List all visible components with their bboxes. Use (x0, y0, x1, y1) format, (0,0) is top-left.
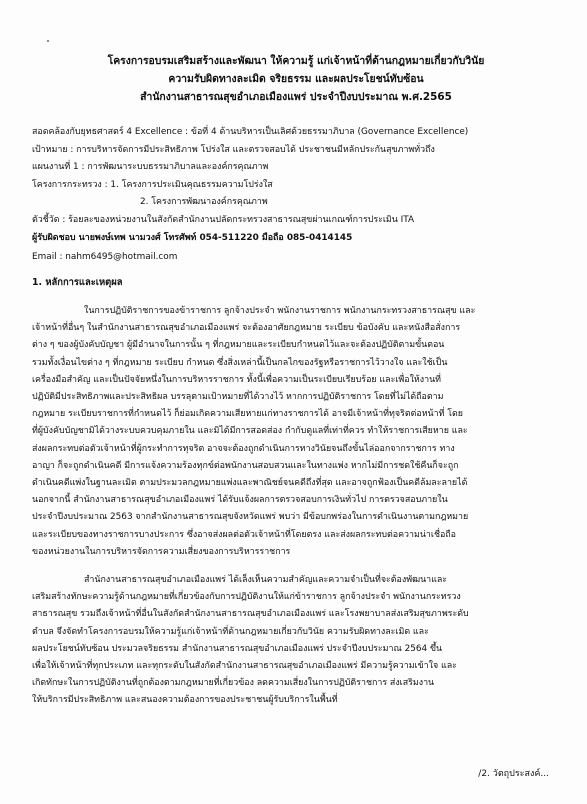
paragraph-1-line: เครื่องมือสำคัญ และเป็นปัจจัยหนึ่งในการบริหารราชการ ทั้งนี้เพื่อความเป็นระเบียบเรียบร้อย และเพื่อให้งานที่ (32, 374, 441, 385)
paragraph-2-line: เสริมสร้างทักษะความรู้ด้านกฎหมายที่เกี่ยวข้องกับการปฏิบัติงานให้แก่ข้าราชการ ลูกจ้างประจำ พนักงานกระทรวง (32, 592, 461, 603)
ministry-project-2-line: 2. โครงการพัฒนาองค์กรคุณภาพ (140, 197, 268, 208)
paragraph-1-line: อาญา ก็จะถูกดำเนินคดี มีการแจ้งความร้องทุกข์ต่อพนักงานสอบสวนและในทางแพ่ง หากไม่มีการชดใช้คืนก็จะถูก (32, 460, 459, 471)
project-metadata (32, 124, 562, 267)
paragraph-1-line: ประจำปีงบประมาณ 2563 จากสำนักงานสาธารณสุขจังหวัดแพร่ พบว่า มีข้อบกพร่องในการดำเนินงานตามกฎหมาย (32, 512, 469, 523)
paragraph-1-line: ส่งผลกระทบต่อตัวเจ้าหน้าที่ผู้กระทำการทุจริต อาจจะต้องถูกดำเนินการทางวินัยจนถึงขั้นไล่ออกจากราชการ ทาง (32, 443, 455, 454)
plan-line: แผนงานที่ 1 : การพัฒนาระบบธรรมาภิบาลและองค์กรคุณภาพ (32, 162, 269, 173)
title-line-2: ความรับผิดทางละเมิด จริยธรรม และผลประโยชน์ทับซ้อน (168, 73, 424, 85)
paragraph-1-line: ในการปฏิบัติราชการของข้าราชการ ลูกจ้างประจำ พนักงานราชการ พนักงานกระทรวงสาธารณสุข และ (84, 306, 476, 316)
title-line-1: โครงการอบรมเสริมสร้างและพัฒนา ให้ความรู้ แก่เจ้าหน้าที่ด้านกฎหมายเกี่ยวกับวินัย (107, 55, 485, 67)
paragraph-1-line: ดำเนินคดีแพ่งในฐานละเมิด ตามประมวลกฎหมายแพ่งและพาณิชย์จนคดีถึงที่สุด และอาจถูกฟ้องเป็นคดีล้มละลายได้ (32, 478, 468, 489)
paragraph-2-line: ตำบล จึงจัดทำโครงการอบรมให้ความรู้แก่เจ้าหน้าที่ด้านกฎหมายเกี่ยวกับวินัย ความรับผิดทางละเมิด และ (32, 626, 429, 637)
paragraph-1-line: นอกจากนี้ สำนักงานสาธารณสุขอำเภอเมืองแพร่ ได้รับแจ้งผลการตรวจสอบการเงินทั่วไป การตรวจสอบภายใน (32, 495, 448, 506)
paragraph-2-line: เพื่อให้เจ้าหน้าที่ทุกประเภท และทุกระดับในสังกัดสำนักงานสาธารณสุขอำเภอเมืองแพร่ มีความรู้ความเข้าใจ และ (32, 661, 457, 672)
paragraph-1-line: กฎหมาย ระเบียบราชการที่กำหนดไว้ ก็ย่อมเกิดความเสียหายแก่ทางราชการได้ อาจมีเจ้าหน้าที่ทุจริตต่อหน้าที่ โดย (32, 409, 464, 420)
paragraph-1-line: ที่ผู้บังคับบัญชามิได้วางระบบควบคุมภายใน และมิได้มีการสอดส่อง กำกับดูแลที่เท่าที่ควร ทำให้ราชการเสียหาย และ (32, 426, 468, 437)
paragraph-1-line: ปฏิบัติมีประสิทธิภาพและประสิทธิผล บรรลุตามเป้าหมายที่ได้วางไว้ หากการปฏิบัติราชการ โดยที่ไม่ได้ถือตาม (32, 392, 444, 403)
paragraph-2-line: สาธารณสุข รวมถึงเจ้าหน้าที่อื่นในสังกัดสำนักงานสาธารณสุขอำเภอเมืองแพร่ และโรงพยาบาลส่งเสริมสุขภาพระดับ (32, 609, 469, 620)
paragraph-2-line: เกิดทักษะในการปฏิบัติงานที่ถูกต้องตามกฎหมายที่เกี่ยวข้อง ลดความเสี่ยงในการปฏิบัติราชการ ส่งเสริมงาน (32, 678, 435, 689)
document-title (40, 52, 552, 106)
email-line: Email : nahm6495@hotmail.com (32, 252, 178, 263)
target-line: เป้าหมาย : การบริหารจัดการมีประสิทธิภาพ โปร่งใส และตรวจสอบได้ ประชาชนมีหลักประกันสุขภาพทั่วถึง (32, 144, 435, 155)
paragraph-1-line: เจ้าหน้าที่อื่นๆ ในสำนักงานสาธารณสุขอำเภอเมืองแพร่ จะต้องอาศัยกฎหมาย ระเบียบ ข้อบังคับ และหนังสือสั่งการ (32, 323, 461, 334)
section-principles (32, 276, 562, 710)
title-line-3: สำนักงานสาธารณสุขอำเภอเมืองแพร่ ประจำปีงบประมาณ พ.ศ.2565 (140, 91, 452, 103)
responsible-line: ผู้รับผิดชอบ นายพงษ์เทพ นามวงศ์ โทรศัพท์ 054-511220 มือถือ 085-0414145 (32, 232, 353, 243)
ministry-projects-line: โครงการกระทรวง : 1. โครงการประเมินคุณธรรมความโปร่งใส (32, 179, 273, 190)
continuation-note: /2. วัตถุประสงค์... (478, 769, 549, 779)
paragraph-1 (32, 303, 562, 561)
strategy-line: สอดคล้องกับยุทธศาสตร์ 4 Excellence : ข้อที่ 4 ด้านบริหารเป็นเลิศด้วยธรรมาภิบาล (Governance Excellence) (32, 127, 469, 137)
section-heading: 1. หลักการและเหตุผล (32, 277, 123, 288)
paragraph-1-line: ต่าง ๆ ของผู้บังคับบัญชา ผู้มีอำนาจในการนั้น ๆ ที่กฎหมายและระเบียบกำหนดไว้และจะต้องปฏิบัติตามขั้นตอน (32, 340, 445, 351)
paragraph-2 (32, 572, 562, 710)
scan-speck (47, 40, 49, 42)
paragraph-1-line: รวมทั้งเงื่อนไขต่าง ๆ ที่กฎหมาย ระเบียบ กำหนด ซึ่งสิ่งเหล่านี้เป็นกลไกของรัฐหรือราชการไว้วางใจ และใช้เป็น (32, 357, 448, 368)
paragraph-1-line: ของหน่วยงานในการบริหารจัดการความเสี่ยงของการบริหารราชการ (32, 546, 291, 557)
paragraph-2-line: ให้บริการมีประสิทธิภาพ และสนองความต้องการของประชาชนผู้รับบริการในพื้นที่ (32, 695, 338, 706)
paragraph-1-line: และระเบียบของทางราชการบางประการ ซึ่งอาจส่งผลต่อตัวเจ้าหน้าที่โดยตรง และส่งผลกระทบต่อความน่าเชื่อถือ (32, 529, 456, 540)
paragraph-2-line: สำนักงานสาธารณสุขอำเภอเมืองแพร่ ได้เล็งเห็นความสำคัญและความจำเป็นที่จะต้องพัฒนาและ (84, 575, 448, 586)
indicator-line: ตัวชี้วัด : ร้อยละของหน่วยงานในสังกัดสำนักงานปลัดกระทรวงสาธารณสุขผ่านเกณฑ์การประเมิน ITA (32, 214, 415, 225)
paragraph-2-line: ผลประโยชน์ทับซ้อน ประมวลจริยธรรม สำนักงานสาธารณสุขอำเภอเมืองแพร่ ประจำปีงบประมาณ 2564 ขึ้น (32, 643, 443, 654)
